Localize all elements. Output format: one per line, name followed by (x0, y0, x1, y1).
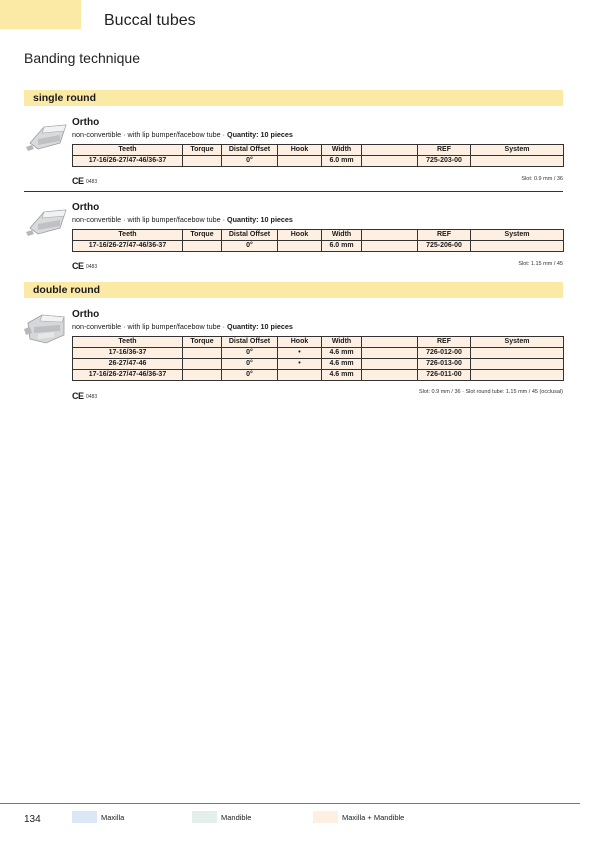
table-row (73, 359, 564, 370)
cell-torque (183, 370, 222, 381)
cell-width: 6.0 mm (322, 156, 362, 167)
col-header-teeth: Teeth (73, 230, 183, 241)
page-subtitle: Banding technique (24, 50, 140, 66)
col-header-width: Width (322, 145, 362, 156)
ce-mark: CE (72, 261, 84, 271)
buccal-tube-image (24, 202, 68, 242)
cell-system (471, 156, 564, 167)
product-name: Ortho (72, 309, 100, 320)
col-header-ref: REF (418, 337, 471, 348)
cell-offset: 0° (222, 156, 278, 167)
ce-number: 0483 (86, 394, 98, 400)
cell-blank (362, 359, 418, 370)
cell-blank (362, 156, 418, 167)
cell-offset: 0° (222, 241, 278, 252)
cell-teeth: 17-16/26-27/47-46/36-37 (73, 241, 183, 252)
col-header-ref: REF (418, 145, 471, 156)
cell-torque (183, 348, 222, 359)
cell-hook: • (278, 348, 322, 359)
table-row (73, 348, 564, 359)
section-header-double-round: double round (24, 282, 563, 298)
cell-hook (278, 156, 322, 167)
cell-ref: 726-013-00 (418, 359, 471, 370)
table-row (73, 156, 564, 167)
col-header-torque: Torque (183, 145, 222, 156)
cell-teeth: 26-27/47-46 (73, 359, 183, 370)
section-header-single-round: single round (24, 90, 563, 106)
col-header-ref: REF (418, 230, 471, 241)
cell-blank (362, 370, 418, 381)
col-header-blank (362, 337, 418, 348)
slot-spec: Slot: 0.9 mm / 36 (521, 176, 563, 182)
product-block-3 (24, 309, 563, 404)
cell-width: 4.6 mm (322, 348, 362, 359)
cell-offset: 0° (222, 370, 278, 381)
col-header-blank (362, 230, 418, 241)
product-description: non-convertible · with lip bumper/facebow tube · Quantity: 10 pieces (72, 322, 293, 331)
legend-label-mandible: Mandible (221, 813, 252, 822)
spec-table (72, 229, 564, 252)
buccal-tube-image (24, 117, 68, 157)
cell-teeth: 17-16/26-27/47-46/36-37 (73, 370, 183, 381)
cell-system (471, 348, 564, 359)
legend-swatch-maxilla-mandible (313, 811, 338, 823)
col-header-hook: Hook (278, 230, 322, 241)
ce-mark: CE (72, 176, 84, 186)
col-header-width: Width (322, 337, 362, 348)
cell-system (471, 359, 564, 370)
cell-blank (362, 348, 418, 359)
divider (24, 191, 563, 192)
cell-ref: 726-012-00 (418, 348, 471, 359)
col-header-hook: Hook (278, 337, 322, 348)
table-row (73, 241, 564, 252)
col-header-blank (362, 145, 418, 156)
col-header-torque: Torque (183, 337, 222, 348)
legend-swatch-mandible (192, 811, 217, 823)
cell-hook (278, 370, 322, 381)
col-header-hook: Hook (278, 145, 322, 156)
legend-swatch-maxilla (72, 811, 97, 823)
cell-ref: 725-203-00 (418, 156, 471, 167)
cell-width: 4.6 mm (322, 370, 362, 381)
cell-hook (278, 241, 322, 252)
legend-label-maxilla: Maxilla (101, 813, 125, 822)
col-header-system: System (471, 145, 564, 156)
col-header-teeth: Teeth (73, 337, 183, 348)
ce-mark: CE (72, 391, 84, 401)
product-description: non-convertible · with lip bumper/facebow tube · Quantity: 10 pieces (72, 215, 293, 224)
cell-torque (183, 241, 222, 252)
cell-ref: 726-011-00 (418, 370, 471, 381)
product-block-1 (24, 117, 563, 189)
cell-torque (183, 359, 222, 370)
cell-teeth: 17-16/36-37 (73, 348, 183, 359)
cell-width: 4.6 mm (322, 359, 362, 370)
spec-table (72, 336, 564, 381)
cell-hook: • (278, 359, 322, 370)
slot-spec: Slot: 0.9 mm / 36 · Slot round tube: 1.15 mm / 45 (occlusal) (419, 389, 563, 395)
col-header-distal-offset: Distal Offset (222, 337, 278, 348)
col-header-width: Width (322, 230, 362, 241)
ce-number: 0483 (86, 179, 98, 185)
ce-number: 0483 (86, 264, 98, 270)
product-name: Ortho (72, 202, 100, 213)
page-number: 134 (24, 814, 41, 825)
col-header-teeth: Teeth (73, 145, 183, 156)
cell-offset: 0° (222, 348, 278, 359)
cell-offset: 0° (222, 359, 278, 370)
col-header-distal-offset: Distal Offset (222, 230, 278, 241)
col-header-torque: Torque (183, 230, 222, 241)
cell-system (471, 370, 564, 381)
cell-blank (362, 241, 418, 252)
cell-torque (183, 156, 222, 167)
col-header-system: System (471, 337, 564, 348)
col-header-system: System (471, 230, 564, 241)
table-row (73, 370, 564, 381)
spec-table (72, 144, 564, 167)
product-name: Ortho (72, 117, 100, 128)
slot-spec: Slot: 1.15 mm / 45 (518, 261, 563, 267)
product-block-2 (24, 202, 563, 274)
buccal-tube-image (24, 309, 68, 349)
product-description: non-convertible · with lip bumper/facebow tube · Quantity: 10 pieces (72, 130, 293, 139)
cell-teeth: 17-16/26-27/47-46/36-37 (73, 156, 183, 167)
cell-system (471, 241, 564, 252)
header-color-tab (0, 0, 81, 29)
legend-label-maxilla-mandible: Maxilla + Mandible (342, 813, 405, 822)
page-title: Buccal tubes (104, 12, 196, 29)
cell-width: 6.0 mm (322, 241, 362, 252)
col-header-distal-offset: Distal Offset (222, 145, 278, 156)
footer-divider (0, 803, 580, 804)
cell-ref: 725-206-00 (418, 241, 471, 252)
